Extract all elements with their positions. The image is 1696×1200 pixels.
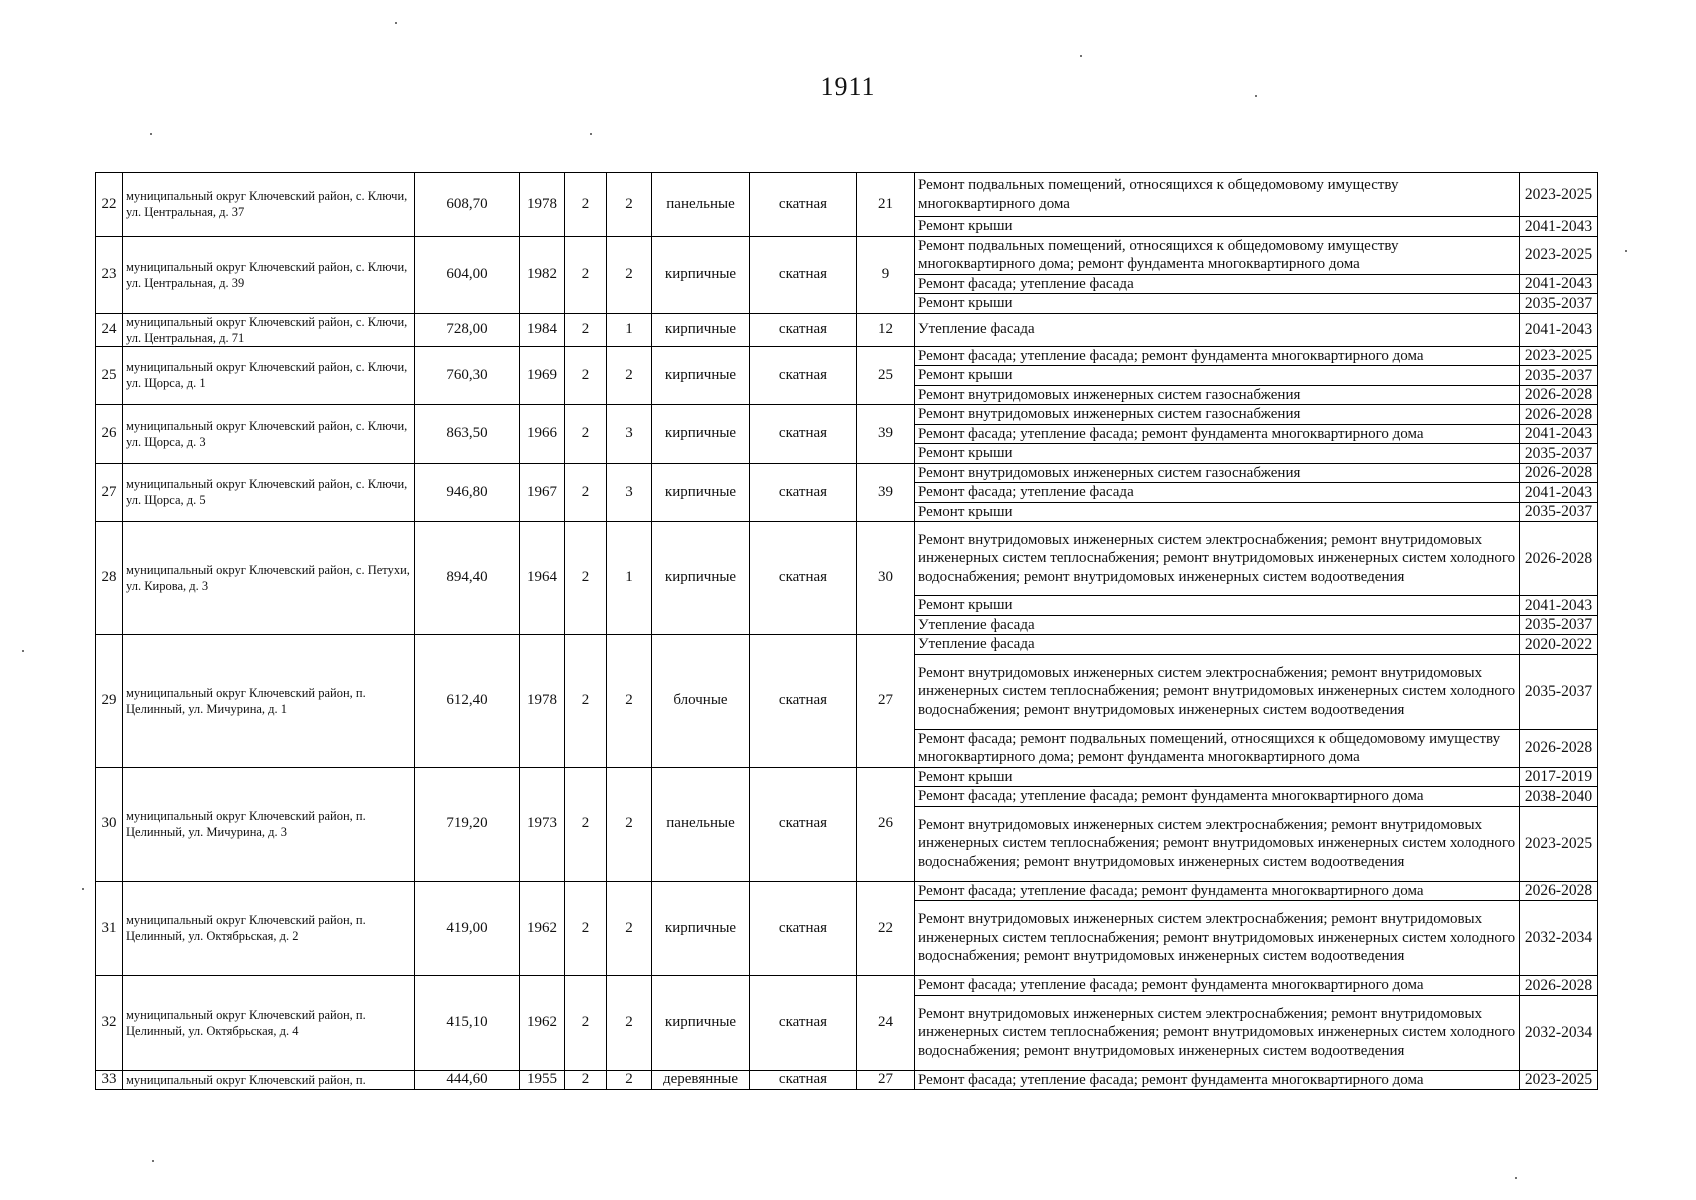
year-cell: 1982 <box>520 236 565 313</box>
repair-work-cell: Ремонт крыши <box>915 767 1520 787</box>
period-cell: 2026-2028 <box>1520 522 1598 596</box>
repair-work-cell: Ремонт внутридомовых инженерных систем газоснабжения <box>915 385 1520 405</box>
period-cell: 2023-2025 <box>1520 806 1598 881</box>
year-cell: 1973 <box>520 767 565 881</box>
roof-cell: скатная <box>750 976 857 1071</box>
repair-work-cell: Ремонт внутридомовых инженерных систем электроснабжения; ремонт внутридомовых инженерных систем теплоснабжения; ремонт внутридомовых инженерных систем холодного водоснабжения; ремонт внутридомовых инженерных систем водоотведения <box>915 995 1520 1070</box>
area-cell: 608,70 <box>415 173 520 237</box>
repair-work-cell: Ремонт фасада; утепление фасада <box>915 274 1520 294</box>
table-row <box>96 236 1598 274</box>
address-cell: муниципальный округ Ключевский район, п. Целинный, ул. Мичурина, д. 1 <box>123 635 415 768</box>
period-cell: 2041-2043 <box>1520 274 1598 294</box>
area-cell: 719,20 <box>415 767 520 881</box>
row-number: 33 <box>96 1070 123 1090</box>
repair-work-cell: Утепление фасада <box>915 615 1520 635</box>
year-cell: 1967 <box>520 463 565 522</box>
address-cell: муниципальный округ Ключевский район, п. <box>123 1070 415 1090</box>
floors-cell: 2 <box>565 346 607 405</box>
scan-speck <box>1515 1177 1517 1179</box>
area-cell: 728,00 <box>415 313 520 346</box>
roof-cell: скатная <box>750 881 857 976</box>
repair-work-cell: Ремонт фасада; ремонт подвальных помещений, относящихся к общедомовому имуществу многоквартирного дома; ремонт фундамента многоквартирного дома <box>915 729 1520 767</box>
scan-speck <box>22 650 24 652</box>
entrances-cell: 2 <box>607 767 652 881</box>
address-cell: муниципальный округ Ключевский район, с. Петухи, ул. Кирова, д. 3 <box>123 522 415 635</box>
apartments-cell: 39 <box>857 405 915 464</box>
table-row <box>96 463 1598 483</box>
repair-work-cell: Утепление фасада <box>915 635 1520 655</box>
period-cell: 2026-2028 <box>1520 405 1598 425</box>
entrances-cell: 2 <box>607 976 652 1071</box>
area-cell: 946,80 <box>415 463 520 522</box>
entrances-cell: 2 <box>607 173 652 237</box>
entrances-cell: 2 <box>607 881 652 976</box>
scan-speck <box>152 1160 154 1162</box>
row-number: 22 <box>96 173 123 237</box>
walls-cell: кирпичные <box>652 313 750 346</box>
year-cell: 1955 <box>520 1070 565 1090</box>
period-cell: 2038-2040 <box>1520 787 1598 807</box>
row-number: 23 <box>96 236 123 313</box>
repair-work-cell: Ремонт фасада; утепление фасада; ремонт фундамента многоквартирного дома <box>915 881 1520 901</box>
period-cell: 2026-2028 <box>1520 976 1598 996</box>
row-number: 26 <box>96 405 123 464</box>
repair-work-cell: Ремонт внутридомовых инженерных систем электроснабжения; ремонт внутридомовых инженерных систем теплоснабжения; ремонт внутридомовых инженерных систем холодного водоснабжения; ремонт внутридомовых инженерных систем водоотведения <box>915 806 1520 881</box>
entrances-cell: 2 <box>607 236 652 313</box>
walls-cell: кирпичные <box>652 236 750 313</box>
repair-work-cell: Ремонт фасада; утепление фасада; ремонт фундамента многоквартирного дома <box>915 346 1520 366</box>
period-cell: 2032-2034 <box>1520 901 1598 976</box>
row-number: 24 <box>96 313 123 346</box>
walls-cell: кирпичные <box>652 463 750 522</box>
floors-cell: 2 <box>565 635 607 768</box>
row-number: 30 <box>96 767 123 881</box>
repair-work-cell: Ремонт крыши <box>915 217 1520 237</box>
scan-speck <box>1255 95 1257 97</box>
walls-cell: кирпичные <box>652 976 750 1071</box>
floors-cell: 2 <box>565 522 607 635</box>
period-cell: 2026-2028 <box>1520 881 1598 901</box>
walls-cell: кирпичные <box>652 405 750 464</box>
floors-cell: 2 <box>565 313 607 346</box>
year-cell: 1962 <box>520 881 565 976</box>
apartments-cell: 25 <box>857 346 915 405</box>
table-row <box>96 173 1598 217</box>
roof-cell: скатная <box>750 346 857 405</box>
table-row <box>96 522 1598 596</box>
table-row <box>96 881 1598 901</box>
page-number: 1911 <box>820 72 876 101</box>
entrances-cell: 3 <box>607 463 652 522</box>
floors-cell: 2 <box>565 1070 607 1090</box>
address-cell: муниципальный округ Ключевский район, с. Ключи, ул. Щорса, д. 1 <box>123 346 415 405</box>
repair-work-cell: Ремонт внутридомовых инженерных систем электроснабжения; ремонт внутридомовых инженерных систем теплоснабжения; ремонт внутридомовых инженерных систем холодного водоснабжения; ремонт внутридомовых инженерных систем водоотведения <box>915 522 1520 596</box>
apartments-cell: 21 <box>857 173 915 237</box>
period-cell: 2035-2037 <box>1520 654 1598 729</box>
year-cell: 1978 <box>520 635 565 768</box>
period-cell: 2041-2043 <box>1520 424 1598 444</box>
period-cell: 2035-2037 <box>1520 444 1598 464</box>
repair-work-cell: Ремонт подвальных помещений, относящихся к общедомовому имуществу многоквартирного дома; ремонт фундамента многоквартирного дома <box>915 236 1520 274</box>
roof-cell: скатная <box>750 463 857 522</box>
area-cell: 419,00 <box>415 881 520 976</box>
period-cell: 2032-2034 <box>1520 995 1598 1070</box>
period-cell: 2041-2043 <box>1520 483 1598 503</box>
address-cell: муниципальный округ Ключевский район, п. Целинный, ул. Октябрьская, д. 4 <box>123 976 415 1071</box>
walls-cell: деревянные <box>652 1070 750 1090</box>
table-row <box>96 1070 1598 1090</box>
apartments-cell: 12 <box>857 313 915 346</box>
period-cell: 2023-2025 <box>1520 346 1598 366</box>
year-cell: 1962 <box>520 976 565 1071</box>
repair-work-cell: Ремонт фасада; утепление фасада; ремонт фундамента многоквартирного дома <box>915 787 1520 807</box>
apartments-cell: 9 <box>857 236 915 313</box>
roof-cell: скатная <box>750 1070 857 1090</box>
repair-work-cell: Ремонт крыши <box>915 294 1520 314</box>
apartments-cell: 30 <box>857 522 915 635</box>
year-cell: 1969 <box>520 346 565 405</box>
address-cell: муниципальный округ Ключевский район, с. Ключи, ул. Центральная, д. 37 <box>123 173 415 237</box>
floors-cell: 2 <box>565 236 607 313</box>
repair-work-cell: Ремонт внутридомовых инженерных систем газоснабжения <box>915 463 1520 483</box>
period-cell: 2023-2025 <box>1520 173 1598 217</box>
walls-cell: панельные <box>652 767 750 881</box>
repair-work-cell: Ремонт фасада; утепление фасада <box>915 483 1520 503</box>
period-cell: 2023-2025 <box>1520 236 1598 274</box>
period-cell: 2035-2037 <box>1520 366 1598 386</box>
row-number: 31 <box>96 881 123 976</box>
scan-speck <box>1625 250 1627 252</box>
address-cell: муниципальный округ Ключевский район, п. Целинный, ул. Мичурина, д. 3 <box>123 767 415 881</box>
walls-cell: панельные <box>652 173 750 237</box>
walls-cell: кирпичные <box>652 881 750 976</box>
apartments-cell: 27 <box>857 635 915 768</box>
period-cell: 2041-2043 <box>1520 217 1598 237</box>
scan-speck <box>150 133 152 135</box>
period-cell: 2023-2025 <box>1520 1070 1598 1090</box>
period-cell: 2026-2028 <box>1520 463 1598 483</box>
period-cell: 2035-2037 <box>1520 294 1598 314</box>
floors-cell: 2 <box>565 767 607 881</box>
table-row <box>96 635 1598 655</box>
table-row <box>96 976 1598 996</box>
area-cell: 863,50 <box>415 405 520 464</box>
row-number: 27 <box>96 463 123 522</box>
entrances-cell: 2 <box>607 346 652 405</box>
apartments-cell: 39 <box>857 463 915 522</box>
roof-cell: скатная <box>750 173 857 237</box>
entrances-cell: 1 <box>607 522 652 635</box>
area-cell: 415,10 <box>415 976 520 1071</box>
apartments-cell: 24 <box>857 976 915 1071</box>
entrances-cell: 2 <box>607 635 652 768</box>
apartments-cell: 22 <box>857 881 915 976</box>
year-cell: 1966 <box>520 405 565 464</box>
period-cell: 2017-2019 <box>1520 767 1598 787</box>
walls-cell: кирпичные <box>652 346 750 405</box>
roof-cell: скатная <box>750 767 857 881</box>
row-number: 29 <box>96 635 123 768</box>
address-cell: муниципальный округ Ключевский район, п. Целинный, ул. Октябрьская, д. 2 <box>123 881 415 976</box>
repair-work-cell: Ремонт внутридомовых инженерных систем электроснабжения; ремонт внутридомовых инженерных систем теплоснабжения; ремонт внутридомовых инженерных систем холодного водоснабжения; ремонт внутридомовых инженерных систем водоотведения <box>915 901 1520 976</box>
floors-cell: 2 <box>565 463 607 522</box>
period-cell: 2026-2028 <box>1520 385 1598 405</box>
address-cell: муниципальный округ Ключевский район, с. Ключи, ул. Щорса, д. 5 <box>123 463 415 522</box>
repair-work-cell: Ремонт внутридомовых инженерных систем газоснабжения <box>915 405 1520 425</box>
repair-work-cell: Ремонт фасада; утепление фасада; ремонт фундамента многоквартирного дома <box>915 1070 1520 1090</box>
roof-cell: скатная <box>750 236 857 313</box>
area-cell: 894,40 <box>415 522 520 635</box>
floors-cell: 2 <box>565 405 607 464</box>
period-cell: 2035-2037 <box>1520 502 1598 522</box>
area-cell: 604,00 <box>415 236 520 313</box>
entrances-cell: 1 <box>607 313 652 346</box>
entrances-cell: 2 <box>607 1070 652 1090</box>
year-cell: 1984 <box>520 313 565 346</box>
walls-cell: блочные <box>652 635 750 768</box>
repair-work-cell: Ремонт крыши <box>915 502 1520 522</box>
repair-work-cell: Ремонт крыши <box>915 596 1520 616</box>
scan-speck <box>1080 55 1082 57</box>
address-cell: муниципальный округ Ключевский район, с. Ключи, ул. Центральная, д. 71 <box>123 313 415 346</box>
roof-cell: скатная <box>750 522 857 635</box>
repair-work-cell: Ремонт внутридомовых инженерных систем электроснабжения; ремонт внутридомовых инженерных систем теплоснабжения; ремонт внутридомовых инженерных систем холодного водоснабжения; ремонт внутридомовых инженерных систем водоотведения <box>915 654 1520 729</box>
scan-speck <box>590 133 592 135</box>
address-cell: муниципальный округ Ключевский район, с. Ключи, ул. Центральная, д. 39 <box>123 236 415 313</box>
scan-speck <box>82 888 84 890</box>
apartments-cell: 26 <box>857 767 915 881</box>
table-row <box>96 313 1598 346</box>
repair-work-cell: Ремонт фасада; утепление фасада; ремонт фундамента многоквартирного дома <box>915 424 1520 444</box>
scan-speck <box>395 22 397 24</box>
floors-cell: 2 <box>565 173 607 237</box>
walls-cell: кирпичные <box>652 522 750 635</box>
area-cell: 444,60 <box>415 1070 520 1090</box>
roof-cell: скатная <box>750 405 857 464</box>
address-cell: муниципальный округ Ключевский район, с. Ключи, ул. Щорса, д. 3 <box>123 405 415 464</box>
repair-work-cell: Ремонт подвальных помещений, относящихся к общедомовому имуществу многоквартирного дома <box>915 173 1520 217</box>
floors-cell: 2 <box>565 976 607 1071</box>
entrances-cell: 3 <box>607 405 652 464</box>
area-cell: 612,40 <box>415 635 520 768</box>
period-cell: 2020-2022 <box>1520 635 1598 655</box>
area-cell: 760,30 <box>415 346 520 405</box>
row-number: 32 <box>96 976 123 1071</box>
table-row <box>96 405 1598 425</box>
table-row <box>96 346 1598 366</box>
repair-work-cell: Ремонт крыши <box>915 444 1520 464</box>
apartments-cell: 27 <box>857 1070 915 1090</box>
row-number: 28 <box>96 522 123 635</box>
repair-work-cell: Утепление фасада <box>915 313 1520 346</box>
period-cell: 2041-2043 <box>1520 596 1598 616</box>
period-cell: 2035-2037 <box>1520 615 1598 635</box>
roof-cell: скатная <box>750 313 857 346</box>
period-cell: 2026-2028 <box>1520 729 1598 767</box>
row-number: 25 <box>96 346 123 405</box>
year-cell: 1978 <box>520 173 565 237</box>
roof-cell: скатная <box>750 635 857 768</box>
repair-work-cell: Ремонт фасада; утепление фасада; ремонт фундамента многоквартирного дома <box>915 976 1520 996</box>
repair-work-cell: Ремонт крыши <box>915 366 1520 386</box>
floors-cell: 2 <box>565 881 607 976</box>
period-cell: 2041-2043 <box>1520 313 1598 346</box>
table-row <box>96 767 1598 787</box>
year-cell: 1964 <box>520 522 565 635</box>
capital-repair-table <box>95 172 1598 1090</box>
